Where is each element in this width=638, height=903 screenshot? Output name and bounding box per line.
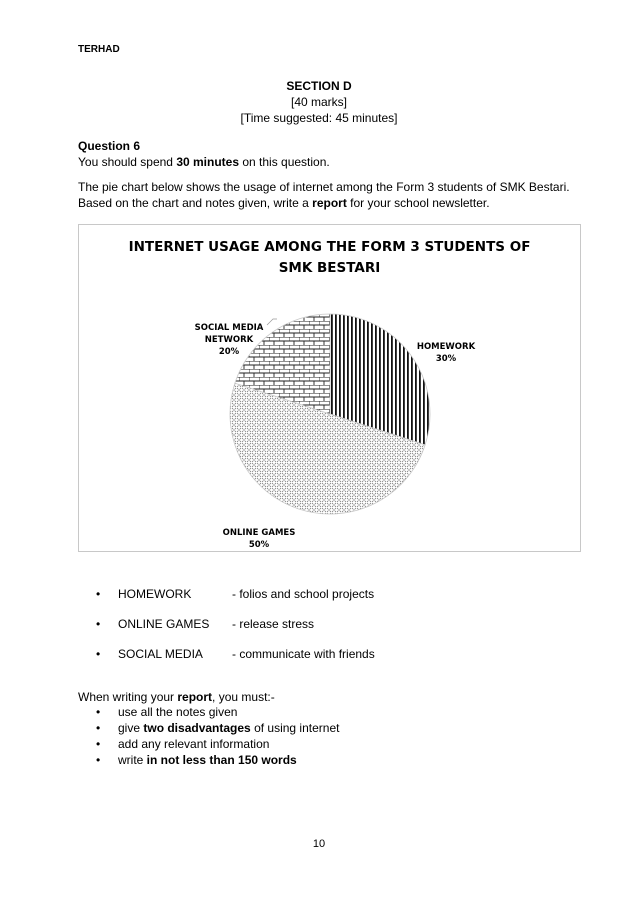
bullet-icon: • — [96, 617, 101, 631]
question-time-instruction: You should spend 30 minutes on this question. — [78, 155, 330, 169]
section-marks: [40 marks] — [290, 95, 347, 109]
pie-chart — [78, 224, 581, 552]
pie-chart-svg — [79, 225, 580, 551]
instructions-list: • use all the notes given • give two disadvantages of using internet • add any relevant information • write in not less than 150 words — [96, 705, 340, 767]
note-value: - folios and school projects — [232, 587, 375, 601]
question-paragraph-line1: The pie chart below shows the usage of internet among the Form 3 students of SMK Bestari. — [78, 180, 570, 194]
instructions-intro: When writing your report, you must:- — [78, 690, 275, 704]
note-item — [96, 587, 496, 603]
note-item — [96, 617, 496, 633]
notes-list — [96, 587, 546, 667]
section-time: [Time suggested: 45 minutes] — [240, 111, 398, 125]
page-number: 10 — [312, 838, 326, 850]
note-key: HOMEWORK — [118, 587, 192, 601]
chart-title-line2: SMK BESTARI — [278, 260, 381, 276]
slice-label-homework: HOMEWORK 30% — [416, 342, 476, 364]
bullet-icon: • — [96, 587, 101, 601]
slice-label-online-games: ONLINE GAMES 50% — [222, 528, 296, 550]
bullet-icon: • — [96, 705, 101, 719]
question-paragraph-line2: Based on the chart and notes given, write a report for your school newsletter. — [78, 196, 490, 210]
bullet-icon: • — [96, 737, 101, 751]
note-key: SOCIAL MEDIA — [118, 647, 203, 661]
note-value: - communicate with friends — [232, 647, 375, 661]
header-label: TERHAD — [78, 44, 120, 55]
question-title: Question 6 — [78, 139, 141, 153]
bullet-icon: • — [96, 647, 101, 661]
bullet-icon: • — [96, 721, 101, 735]
section-title: SECTION D — [286, 79, 352, 93]
slice-label-social-media: SOCIAL MEDIA NETWORK 20% — [194, 323, 264, 357]
note-value: - release stress — [232, 617, 315, 631]
note-key: ONLINE GAMES — [118, 617, 210, 631]
chart-title-line1: INTERNET USAGE AMONG THE FORM 3 STUDENTS OF — [128, 239, 531, 255]
note-item — [96, 647, 496, 663]
bullet-icon: • — [96, 753, 101, 767]
